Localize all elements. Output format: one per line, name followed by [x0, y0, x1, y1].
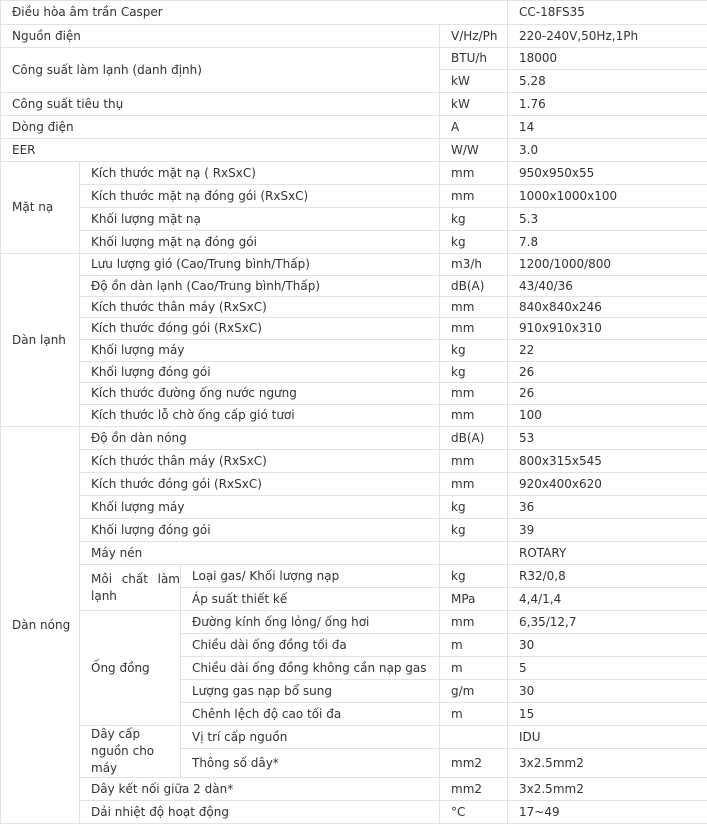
spec-unit	[440, 542, 508, 565]
spec-label: Khối lượng máy	[80, 340, 440, 362]
subgroup-label-power-cable: Dây cấp nguồn cho máy	[80, 726, 181, 778]
table-row	[1, 726, 707, 749]
spec-value: 26	[508, 383, 707, 405]
product-title: Điều hòa âm trần Casper	[1, 1, 508, 25]
spec-label: EER	[1, 139, 440, 162]
spec-value: 30	[508, 680, 707, 703]
spec-label: Loại gas/ Khối lượng nạp	[181, 565, 440, 588]
spec-value: 7.8	[508, 231, 707, 254]
table-row	[1, 297, 707, 318]
spec-label: Kích thước lỗ chờ ống cấp gió tươi	[80, 405, 440, 427]
table-row	[1, 340, 707, 362]
spec-label: Độ ồn dàn lạnh (Cao/Trung bình/Thấp)	[80, 276, 440, 297]
spec-unit: kg	[440, 362, 508, 383]
subgroup-label-refrigerant: Môi chất làm lạnh	[80, 565, 181, 611]
spec-value: 840x840x246	[508, 297, 707, 318]
table-row	[1, 276, 707, 297]
spec-label: Khối lượng đóng gói	[80, 362, 440, 383]
spec-label: Kích thước mặt nạ ( RxSxC)	[80, 162, 440, 185]
table-row	[1, 48, 707, 70]
table-row	[1, 362, 707, 383]
spec-label: Dây kết nối giữa 2 dàn*	[80, 778, 440, 801]
spec-unit: mm	[440, 383, 508, 405]
table-row	[1, 542, 707, 565]
table-row	[1, 208, 707, 231]
table-row	[1, 185, 707, 208]
table-row	[1, 565, 707, 588]
spec-unit: mm2	[440, 749, 508, 778]
spec-unit: kg	[440, 340, 508, 362]
spec-value: 53	[508, 427, 707, 450]
spec-unit: kg	[440, 231, 508, 254]
table-row	[1, 611, 707, 634]
spec-value: 5.3	[508, 208, 707, 231]
table-row	[1, 450, 707, 473]
spec-value: 4,4/1,4	[508, 588, 707, 611]
table-row	[1, 778, 707, 801]
spec-unit: kW	[440, 70, 508, 93]
spec-unit: BTU/h	[440, 48, 508, 70]
spec-label: Kích thước mặt nạ đóng gói (RxSxC)	[80, 185, 440, 208]
group-label-panel: Mặt nạ	[1, 162, 80, 254]
spec-value: 39	[508, 519, 707, 542]
spec-value: 5	[508, 657, 707, 680]
spec-unit: dB(A)	[440, 276, 508, 297]
table-row	[1, 231, 707, 254]
spec-value: 220-240V,50Hz,1Ph	[508, 25, 707, 48]
table-row	[1, 25, 707, 48]
spec-value: 5.28	[508, 70, 707, 93]
spec-unit: mm	[440, 297, 508, 318]
spec-unit: kg	[440, 208, 508, 231]
spec-value: IDU	[508, 726, 707, 749]
spec-unit: mm	[440, 450, 508, 473]
spec-value: 3.0	[508, 139, 707, 162]
table-row	[1, 116, 707, 139]
spec-value: 910x910x310	[508, 318, 707, 340]
spec-value: 100	[508, 405, 707, 427]
spec-label: Đường kính ống lỏng/ ống hơi	[181, 611, 440, 634]
group-label-indoor: Dàn lạnh	[1, 254, 80, 427]
spec-value: 3x2.5mm2	[508, 749, 707, 778]
spec-value: 920x400x620	[508, 473, 707, 496]
table-row	[1, 496, 707, 519]
spec-label: Nguồn điện	[1, 25, 440, 48]
spec-unit: °C	[440, 801, 508, 824]
spec-label: Áp suất thiết kế	[181, 588, 440, 611]
spec-label: Khối lượng máy	[80, 496, 440, 519]
spec-unit: kg	[440, 519, 508, 542]
spec-label: Công suất làm lạnh (danh định)	[1, 48, 440, 93]
spec-value: 26	[508, 362, 707, 383]
table-row	[1, 139, 707, 162]
table-row	[1, 519, 707, 542]
spec-value: 3x2.5mm2	[508, 778, 707, 801]
table-row	[1, 254, 707, 276]
spec-label: Khối lượng mặt nạ	[80, 208, 440, 231]
spec-label: Khối lượng đóng gói	[80, 519, 440, 542]
spec-label: Kích thước đường ống nước ngưng	[80, 383, 440, 405]
spec-label: Khối lượng mặt nạ đóng gói	[80, 231, 440, 254]
spec-unit: kW	[440, 93, 508, 116]
table-row	[1, 1, 707, 25]
spec-label: Máy nén	[80, 542, 440, 565]
spec-value: 14	[508, 116, 707, 139]
spec-unit: mm	[440, 318, 508, 340]
spec-unit: W/W	[440, 139, 508, 162]
spec-unit: m	[440, 657, 508, 680]
spec-label: Lưu lượng gió (Cao/Trung bình/Thấp)	[80, 254, 440, 276]
spec-label: Chiều dài ống đồng không cần nạp gas	[181, 657, 440, 680]
spec-label: Độ ồn dàn nóng	[80, 427, 440, 450]
spec-unit	[440, 726, 508, 749]
spec-value: 15	[508, 703, 707, 726]
spec-label: Chiều dài ống đồng tối đa	[181, 634, 440, 657]
spec-label: Công suất tiêu thụ	[1, 93, 440, 116]
spec-unit: kg	[440, 565, 508, 588]
spec-label: Vị trí cấp nguồn	[181, 726, 440, 749]
spec-unit: g/m	[440, 680, 508, 703]
spec-value: 36	[508, 496, 707, 519]
table-row	[1, 473, 707, 496]
spec-value: 1200/1000/800	[508, 254, 707, 276]
spec-value: ROTARY	[508, 542, 707, 565]
table-row	[1, 93, 707, 116]
spec-label: Lượng gas nạp bổ sung	[181, 680, 440, 703]
spec-unit: mm	[440, 611, 508, 634]
spec-label: Chênh lệch độ cao tối đa	[181, 703, 440, 726]
spec-value: 30	[508, 634, 707, 657]
spec-unit: mm	[440, 405, 508, 427]
spec-unit: m	[440, 703, 508, 726]
table-row	[1, 427, 707, 450]
spec-value: 43/40/36	[508, 276, 707, 297]
spec-value: 18000	[508, 48, 707, 70]
spec-unit: mm	[440, 162, 508, 185]
spec-value: 1.76	[508, 93, 707, 116]
spec-unit: kg	[440, 496, 508, 519]
spec-value: 6,35/12,7	[508, 611, 707, 634]
spec-unit: mm	[440, 473, 508, 496]
spec-value: 950x950x55	[508, 162, 707, 185]
spec-unit: MPa	[440, 588, 508, 611]
spec-unit: m3/h	[440, 254, 508, 276]
spec-label: Kích thước thân máy (RxSxC)	[80, 450, 440, 473]
spec-unit: A	[440, 116, 508, 139]
group-label-outdoor: Dàn nóng	[1, 427, 80, 824]
spec-value: 17~49	[508, 801, 707, 824]
spec-label: Kích thước đóng gói (RxSxC)	[80, 318, 440, 340]
table-row	[1, 383, 707, 405]
spec-label: Dải nhiệt độ hoạt động	[80, 801, 440, 824]
spec-value: R32/0,8	[508, 565, 707, 588]
spec-unit: mm2	[440, 778, 508, 801]
table-row	[1, 801, 707, 824]
spec-unit: V/Hz/Ph	[440, 25, 508, 48]
spec-value: 800x315x545	[508, 450, 707, 473]
table-row	[1, 162, 707, 185]
subgroup-label-piping: Ống đồng	[80, 611, 181, 726]
spec-label: Kích thước đóng gói (RxSxC)	[80, 473, 440, 496]
spec-label: Dòng điện	[1, 116, 440, 139]
spec-value: 1000x1000x100	[508, 185, 707, 208]
table-row	[1, 405, 707, 427]
spec-unit: dB(A)	[440, 427, 508, 450]
spec-unit: mm	[440, 185, 508, 208]
spec-label: Kích thước thân máy (RxSxC)	[80, 297, 440, 318]
spec-label: Thông số dây*	[181, 749, 440, 778]
spec-unit: m	[440, 634, 508, 657]
table-row	[1, 318, 707, 340]
spec-value: 22	[508, 340, 707, 362]
model-code: CC-18FS35	[508, 1, 707, 25]
